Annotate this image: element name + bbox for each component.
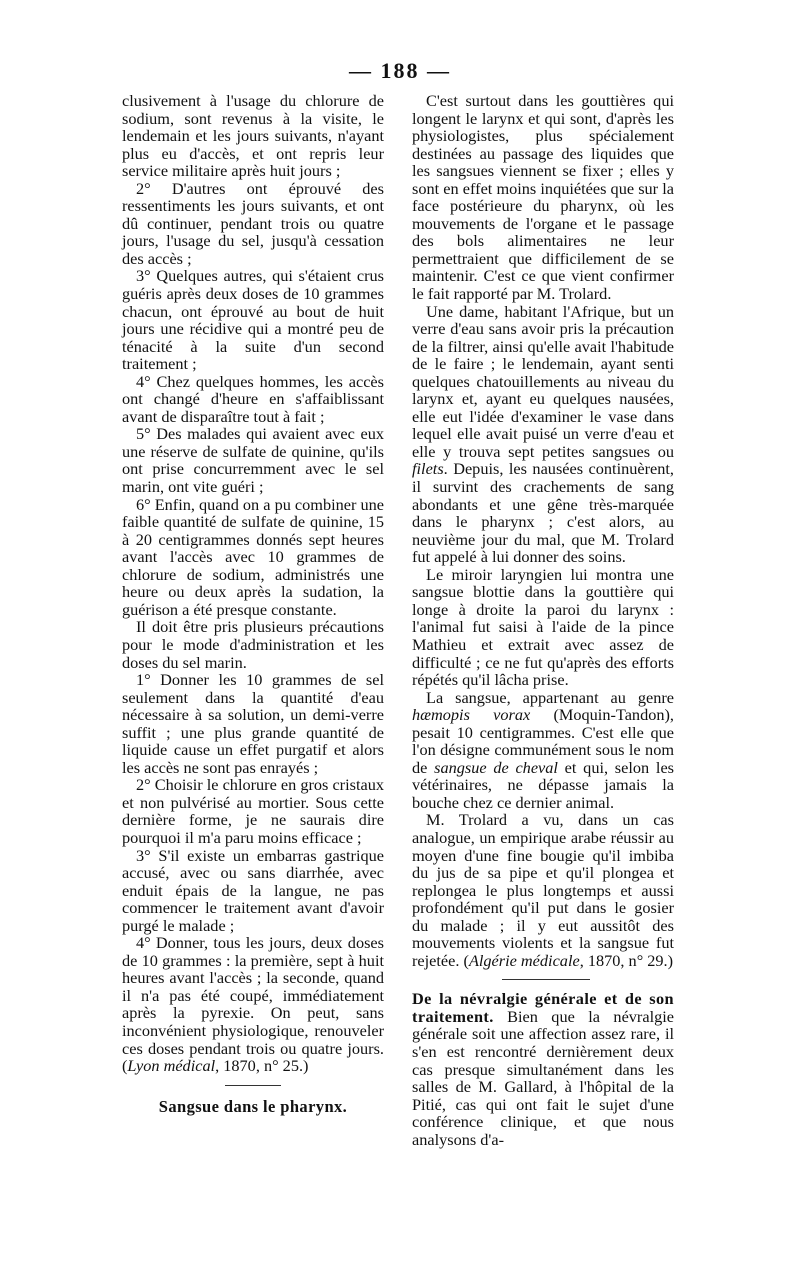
paragraph: Le miroir laryngien lui montra une sangsue blottie dans la gouttière qui longe à droite la paroi du larynx : l'animal fut saisi à l'aide de la pince Mathieu et extrait avec assez de difficulté ; ce ne fut qu'après des efforts répétés qu'il lâcha prise. — [412, 564, 674, 690]
paragraph-text: Bien que la névralgie générale soit une affection assez rare, il s'en est rencontré dernièrement deux cas presque simultanément dans les salles de M. Gallard, à l'hôpital de la Pitié, cas qui ont fait le sujet d'une conférence clinique, et que nous analysons d'a- — [412, 1006, 674, 1149]
paragraph: Il doit être pris plusieurs précautions pour le mode d'administration et les doses du sel marin. — [122, 617, 384, 672]
left-column — [122, 92, 384, 1115]
paragraph: 2° D'autres ont éprouvé des ressentiments les jours suivants, et ont dû continuer, pendant trois ou quatre jours, l'usage du sel, jusqu'à cessation des accès ; — [122, 178, 384, 268]
section-heading: Sangsue dans le pharynx. — [158, 1096, 348, 1116]
paragraph: 3° S'il existe un embarras gastrique accusé, avec ou sans diarrhée, avec enduit épais de la langue, ne pas commencer le traitement avant d'avoir purgé le malade ; — [122, 845, 384, 935]
citation-end: , 1870, n° 29.) — [579, 950, 674, 970]
source-citation: Lyon médical — [127, 1056, 216, 1076]
paragraph-text: Une dame, habitant l'Afrique, but un verre d'eau sans avoir pris la précaution de la filtrer, ainsi qu'elle avait l'habitude de le faire ; le lendemain, ayant senti quelques chatouillements au niveau du larynx et, ayant eu quelques nausées, elle eut l'idée d'examiner le vase dans lequel elle avait puisé un verre d'eau et elle y trouva sept petites sangsues ou — [412, 301, 674, 461]
right-column — [412, 92, 674, 1148]
separator-rule — [502, 979, 590, 980]
italic-term: hæmopis vorax — [412, 705, 531, 725]
paragraph-text: M. Trolard a vu, dans un cas analogue, un empirique arabe réussir au moyen d'une fine bougie qu'il imbiba du jus de sa pipe et qu'il plongea et replongea le plus longtemps et aussi profondément qu'il put dans le gosier du malade ; il y eut aussitôt des mouvements violents et la sangsue fut rejetée. ( — [412, 810, 674, 970]
citation-end: , 1870, n° 25.) — [215, 1056, 309, 1076]
page-number: — 188 — — [349, 58, 451, 83]
paragraph-text: et qui, selon les vétérinaires, ne dépasse jamais la bouche chez ce dernier animal. — [412, 757, 675, 812]
paragraph: C'est surtout dans les gouttières qui longent le larynx et qui sont, d'après les physiologistes, plus spécialement destinées au passage des liquides que les sangsues viennent se fixer ; elles y sont en effet moins inquiétées que sur la face postérieure du pharynx, où les mouvements de l'organe et le passage des bols alimentaires ne leur permettraient que difficilement de se maintenir. C'est ce que vient confirmer le fait rapporté par M. Trolard. — [412, 91, 674, 304]
paragraph-text: . Depuis, les nausées continuèrent, il survint des crachements de sang abondants et une gêne très-marquée dans le pharynx ; c'est alors, au neuvième jour du mal, que M. Trolard fut appelé à lui donner des soins. — [412, 459, 674, 567]
paragraph: 2° Choisir le chlorure en gros cristaux et non pulvérisé au mortier. Sous cette dernière forme, je ne saurais dire pourquoi il m'a paru moins efficace ; — [122, 775, 384, 847]
paragraph-text: (Moquin-Tandon), pesait 10 centigrammes. C'est elle que l'on désigne communément sous le nom de — [412, 705, 674, 777]
source-citation: Algérie médicale — [468, 950, 580, 970]
paragraph-text: 4° Donner, tous les jours, deux doses de 10 grammes : la première, sept à huit heures avant l'accès ; la seconde, quand il n'a pas été coupé, immédiatement après la pyrexie. On peut, sans inconvénient physiologique, renouveler ces doses pendant trois ou quatre jours. ( — [122, 933, 384, 1076]
paragraph — [122, 934, 384, 1074]
paragraph — [412, 689, 674, 812]
paragraph — [412, 303, 674, 566]
italic-term: sangsue de cheval — [434, 757, 558, 777]
paragraph: 5° Des malades qui avaient avec eux une réserve de sulfate de quinine, qu'ils ont prise concurremment avec le sel marin, ont vite guéri ; — [122, 424, 384, 497]
paragraph: 4° Chez quelques hommes, les accès ont changé d'heure en s'affaiblissant avant de disparaître tout à fait ; — [122, 371, 384, 426]
paragraph: clusivement à l'usage du chlorure de sodium, sont revenus à la visite, le lendemain et les jours suivants, n'ayant plus eu d'accès, et ont repris leur service militaire après huit jours ; — [122, 91, 384, 181]
separator-rule — [225, 1085, 281, 1086]
paragraph: 6° Enfin, quand on a pu combiner une faible quantité de sulfate de quinine, 15 à 20 centigrammes donnés sept heures avant l'accès avec 10 grammes de chlorure de sodium, administrés une heure ou deux après la sudation, la guérison a été presque constante. — [122, 494, 384, 619]
paragraph: 3° Quelques autres, qui s'étaient crus guéris après deux doses de 10 grammes chacun, ont éprouvé au bout de huit jours une récidive qui a montré peu de ténacité à la suite d'un second traitement ; — [122, 266, 384, 374]
paragraph-text: La sangsue, appartenant au genre — [426, 687, 674, 707]
italic-term: filets — [412, 459, 444, 479]
paragraph: 1° Donner les 10 grammes de sel seulement dans la quantité d'eau nécessaire à sa solution, un demi-verre suffit ; une plus grande quantité de liquide cause un effet purgatif et alors les accès ne sont pas enrayés ; — [122, 670, 384, 777]
paragraph — [412, 811, 674, 969]
section-heading: De la névralgie générale et de son traitement. — [412, 989, 674, 1026]
paragraph — [412, 990, 674, 1148]
